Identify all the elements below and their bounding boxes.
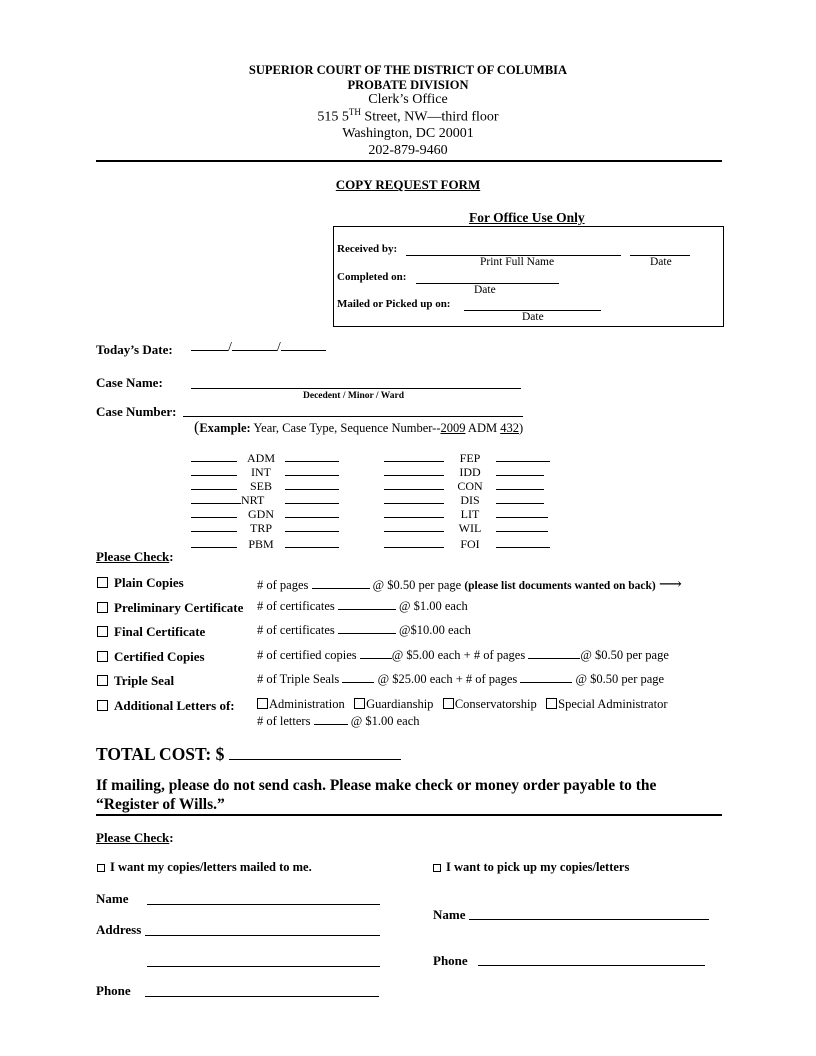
case-type-code: TRP [249, 521, 272, 535]
case-type-blank[interactable] [285, 536, 339, 548]
form-title: COPY REQUEST FORM [335, 177, 481, 192]
case-type-code: CON [457, 479, 483, 493]
date-year-blank[interactable] [281, 350, 326, 351]
triple-text-1: # of Triple Seals [257, 672, 343, 686]
please-check-colon-2: : [169, 830, 174, 845]
prelim-checkbox[interactable] [97, 602, 108, 613]
example-label: Example: [199, 421, 251, 435]
letters-checkbox[interactable] [97, 700, 108, 711]
letters-count-blank[interactable] [314, 724, 348, 725]
certified-text-2: @ $5.00 each + # of pages [391, 648, 529, 662]
certified-label: Certified Copies [114, 649, 205, 664]
letters-opt-conservator: Conservatorship [454, 697, 537, 711]
triple-count-blank[interactable] [342, 682, 374, 683]
pickup-checkbox[interactable] [433, 864, 441, 872]
final-checkbox[interactable] [97, 626, 108, 637]
case-type-blank[interactable] [191, 450, 237, 462]
letters-text-2: @ $1.00 each [347, 714, 420, 728]
plain-copies-detail [257, 574, 682, 594]
office-address [0, 107, 816, 126]
total-cost-label: TOTAL COST: $ [96, 744, 229, 764]
case-type-blank[interactable] [285, 450, 339, 462]
certified-count-blank[interactable] [360, 658, 392, 659]
letters-row [97, 697, 235, 715]
mail-option [97, 860, 312, 875]
plain-copies-checkbox[interactable] [97, 577, 108, 588]
case-type-blank[interactable] [191, 520, 237, 532]
certified-pages-blank[interactable] [528, 658, 580, 659]
pickup-option [433, 860, 629, 875]
case-type-code: IDD [459, 465, 481, 479]
case-type-blank[interactable] [384, 536, 444, 548]
final-text-1: # of certificates [257, 623, 338, 637]
case-type-code: PBM [248, 537, 274, 551]
case-type-blank[interactable] [496, 450, 550, 462]
date-day-blank[interactable] [232, 350, 277, 351]
case-name-line[interactable] [191, 388, 521, 389]
case-type-blank[interactable] [496, 506, 548, 518]
case-type-code: ADM [246, 451, 275, 465]
triple-row [97, 672, 174, 690]
case-type-blank[interactable] [384, 492, 444, 504]
case-type-blank[interactable] [285, 520, 339, 532]
final-count-blank[interactable] [338, 633, 396, 634]
received-date-hint: Date [650, 256, 672, 268]
prelim-text-1: # of certificates [257, 599, 338, 613]
plain-text-1: # of pages [257, 578, 312, 592]
division-name: PROBATE DIVISION [347, 78, 469, 92]
case-type-blank[interactable] [496, 520, 548, 532]
court-name: SUPERIOR COURT OF THE DISTRICT OF COLUMBIA [248, 63, 568, 77]
example-close: ) [518, 421, 524, 435]
pickup-option-label: I want to pick up my copies/letters [446, 860, 630, 874]
case-type-blank[interactable] [496, 478, 544, 490]
letters-opt-special: Special Administrator [558, 697, 668, 711]
example-year: 2009 [440, 421, 466, 435]
certified-checkbox[interactable] [97, 651, 108, 662]
office-name: Clerk’s Office [368, 92, 448, 107]
street-number: 515 5 [317, 109, 349, 125]
case-type-blank[interactable] [384, 506, 444, 518]
total-cost [96, 744, 401, 765]
certified-text-3: @ $0.50 per page [580, 648, 669, 662]
case-type-code: SEB [249, 479, 272, 493]
prelim-row [97, 599, 243, 617]
case-type-blank[interactable] [384, 450, 444, 462]
case-type-code: WIL [458, 521, 482, 535]
completed-date-hint: Date [474, 284, 496, 296]
letters-guardian-checkbox[interactable] [354, 698, 365, 709]
letters-special-checkbox[interactable] [546, 698, 557, 709]
example-open: ( [194, 419, 200, 436]
case-type-blank[interactable] [191, 492, 241, 504]
final-row [97, 623, 205, 641]
certified-row [97, 648, 205, 666]
triple-pages-blank[interactable] [520, 682, 572, 683]
triple-detail [257, 672, 664, 687]
prelim-text-2: @ $1.00 each [395, 599, 468, 613]
case-type-code: FEP [459, 451, 481, 465]
mail-option-label: I want my copies/letters mailed to me. [110, 860, 312, 874]
example-seq: 432 [500, 421, 519, 435]
arrow-right-icon: ⟶ [658, 576, 682, 593]
mailing-note-1: If mailing, please do not send cash. Please make check or money order payable to the [96, 777, 657, 794]
case-type-blank[interactable] [191, 464, 237, 476]
letters-conservator-checkbox[interactable] [443, 698, 454, 709]
plain-copies-row [97, 574, 184, 592]
mailing-divider [96, 814, 722, 816]
case-type-code: FOI [460, 537, 480, 551]
case-type-blank[interactable] [384, 520, 444, 532]
plain-copies-label: Plain Copies [114, 575, 184, 590]
office-use-title: For Office Use Only [469, 210, 585, 225]
date-sep-2: / [276, 340, 281, 355]
case-type-blank[interactable] [496, 464, 544, 476]
letters-text-1: # of letters [257, 714, 314, 728]
triple-text-2: @ $25.00 each + # of pages [374, 672, 521, 686]
case-type-code: GDN [248, 507, 274, 521]
case-type-blank[interactable] [285, 506, 339, 518]
letters-label: Additional Letters of: [114, 698, 235, 713]
street-rest: Street, NW—third floor [360, 109, 499, 125]
mail-name-label: Name [96, 891, 129, 906]
example-space: ADM [465, 421, 501, 435]
mail-checkbox[interactable] [97, 864, 105, 872]
mail-address-line-2[interactable] [147, 966, 380, 967]
date-month-blank[interactable] [191, 350, 228, 351]
office-phone: 202-879-9460 [368, 143, 448, 158]
case-type-blank[interactable] [285, 478, 339, 490]
case-type-blank[interactable] [496, 492, 544, 504]
pickup-phone-line[interactable] [478, 965, 705, 966]
case-type-blank[interactable] [191, 506, 237, 518]
triple-text-3: @ $0.50 per page [572, 672, 665, 686]
example-text: Year, Case Type, Sequence Number-- [250, 421, 441, 435]
office-city: Washington, DC 20001 [342, 126, 474, 141]
final-detail [257, 623, 471, 638]
mail-address-label: Address [96, 922, 142, 937]
print-full-name-hint: Print Full Name [480, 256, 555, 268]
prelim-detail [257, 599, 468, 614]
mailing-note-2: “Register of Wills.” [96, 796, 225, 813]
please-check-colon: : [169, 549, 174, 564]
letters-admin-checkbox[interactable] [257, 698, 268, 709]
letters-opt-admin: Administration [269, 697, 345, 711]
office-use-box [333, 226, 724, 327]
mail-address-line-1[interactable] [145, 935, 380, 936]
mailed-date-hint: Date [522, 311, 544, 323]
letters-options [257, 697, 667, 712]
triple-checkbox[interactable] [97, 675, 108, 686]
pickup-name-label: Name [433, 907, 466, 922]
final-label: Final Certificate [114, 624, 206, 639]
case-type-blank[interactable] [384, 478, 444, 490]
please-check-heading-2 [96, 830, 174, 846]
case-type-blank[interactable] [384, 464, 444, 476]
todays-date-label: Today’s Date: [96, 342, 173, 357]
plain-note: (please list documents wanted on back) [464, 580, 656, 592]
certified-text-1: # of certified copies [257, 648, 360, 662]
case-type-blank[interactable] [191, 478, 237, 490]
prelim-label: Preliminary Certificate [114, 600, 244, 615]
case-type-code: LIT [460, 507, 480, 521]
case-number-example [194, 419, 523, 437]
date-sep-1: / [228, 340, 232, 355]
letters-opt-guardian: Guardianship [366, 697, 434, 711]
case-name-hint: Decedent / Minor / Ward [303, 391, 404, 401]
street-sup: TH [348, 107, 361, 117]
pickup-phone-label: Phone [433, 953, 468, 968]
total-cost-blank[interactable] [229, 759, 401, 760]
please-check-heading-1 [96, 549, 174, 565]
letters-count [257, 714, 420, 729]
case-type-code: NRT [241, 493, 265, 507]
case-type-blank[interactable] [285, 492, 339, 504]
triple-label: Triple Seal [114, 673, 175, 688]
pickup-name-line[interactable] [469, 919, 709, 920]
please-check-text-2: Please Check [96, 830, 170, 845]
case-name-label: Case Name: [96, 375, 163, 390]
mailed-label: Mailed or Picked up on: [337, 298, 451, 310]
prelim-count-blank[interactable] [338, 609, 396, 610]
plain-pages-blank[interactable] [312, 588, 370, 589]
mail-phone-label: Phone [96, 983, 131, 998]
case-number-label: Case Number: [96, 404, 177, 419]
todays-date-field[interactable] [191, 340, 326, 356]
case-type-code: INT [251, 465, 271, 479]
completed-on-label: Completed on: [337, 271, 407, 283]
final-text-2: @$10.00 each [395, 623, 471, 637]
header-divider [96, 160, 722, 162]
please-check-text: Please Check [96, 549, 170, 564]
certified-detail [257, 648, 669, 663]
case-type-code: DIS [460, 493, 480, 507]
case-type-blank[interactable] [496, 536, 550, 548]
case-type-blank[interactable] [191, 536, 237, 548]
case-type-blank[interactable] [285, 464, 339, 476]
received-by-label: Received by: [337, 243, 398, 255]
case-number-line[interactable] [183, 416, 523, 417]
mail-phone-line[interactable] [145, 996, 379, 997]
plain-text-2: @ $0.50 per page [369, 578, 465, 592]
mail-name-line[interactable] [147, 904, 380, 905]
